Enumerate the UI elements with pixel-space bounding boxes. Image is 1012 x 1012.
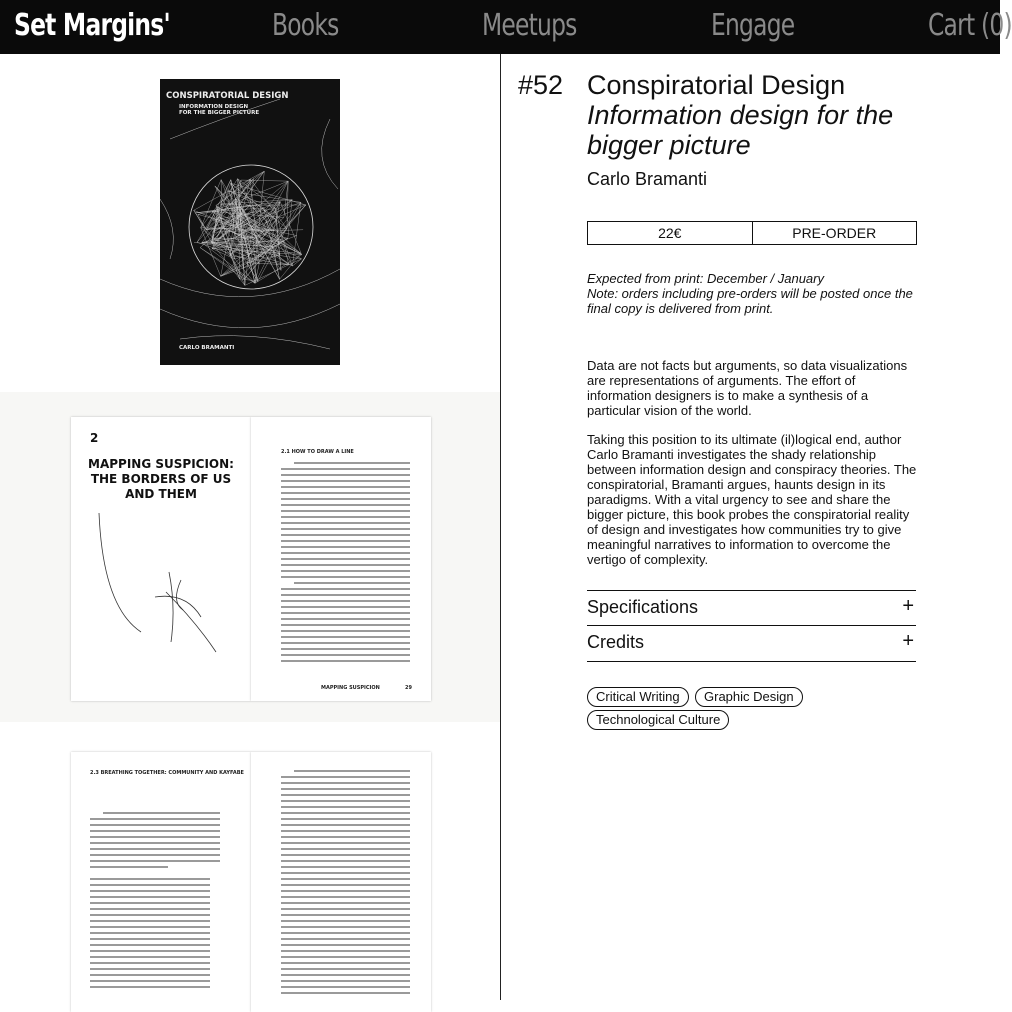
description-paragraph-1: Data are not facts but arguments, so data visualizations are representations of arguments. The effort of information designers is to make a synthesis of a particular vision of the world. [587, 358, 919, 418]
expected-print-date: Expected from print: December / January [587, 271, 917, 286]
nav-engage[interactable]: Engage [711, 8, 794, 43]
spread2-left-page [71, 752, 251, 1012]
section-heading: 2.1 HOW TO DRAW A LINE [281, 449, 354, 455]
nav-meetups[interactable]: Meetups [482, 8, 577, 43]
price-label: 22€ [588, 222, 753, 244]
nav-cart[interactable]: Cart (0) [928, 8, 1012, 43]
spread2-right-page [251, 752, 431, 1012]
plus-icon[interactable]: + [902, 595, 914, 618]
purchase-bar [587, 221, 917, 245]
quote-block [90, 878, 210, 992]
running-footer: MAPPING SUSPICION [321, 685, 380, 691]
site-logo[interactable]: Set Margins' [14, 8, 170, 43]
credits-label: Credits [587, 632, 644, 653]
line-diagram [71, 417, 251, 701]
tag-graphic-design[interactable]: Graphic Design [695, 687, 803, 707]
specifications-label: Specifications [587, 597, 698, 618]
description-paragraph-2: Taking this position to its ultimate (il)logical end, author Carlo Bramanti investigates the shady relationship between information design and conspiracy theories. The conspiratorial, Bramanti argues, haunts design in its paradigms. With a vital urgency to see and share the bigger picture, this book probes the conspiratorial reality of design and investigates how communities try to give meaningful narratives to information to overcome the vertigo of complexity. [587, 432, 919, 567]
book-cover-image [160, 79, 340, 365]
accordion-divider [587, 661, 916, 662]
specifications-accordion[interactable] [587, 590, 916, 626]
column-divider [500, 54, 501, 1000]
top-navigation-bar [0, 0, 1000, 54]
book-subtitle: Information design for the bigger picture [587, 100, 917, 160]
book-title: Conspiratorial Design [587, 70, 917, 100]
shipping-note [587, 271, 917, 316]
pre-order-button[interactable]: PRE-ORDER [753, 222, 917, 244]
network-globe-illustration [160, 79, 340, 365]
section-heading-2: 2.3 BREATHING TOGETHER: COMMUNITY AND KAYFABE [90, 770, 244, 776]
tag-technological-culture[interactable]: Technological Culture [587, 710, 729, 730]
cover-title: CONSPIRATORIAL DESIGN [166, 91, 288, 101]
nav-books[interactable]: Books [272, 8, 339, 43]
spread-right-page [251, 417, 431, 701]
book-number: #52 [518, 70, 563, 101]
spread-left-page [71, 417, 251, 701]
chapter-number: 2 [90, 431, 98, 446]
plus-icon[interactable]: + [902, 630, 914, 653]
credits-accordion[interactable] [587, 625, 916, 661]
cover-subtitle-line2: FOR THE BIGGER PICTURE [179, 110, 259, 116]
page-number: 29 [405, 685, 412, 691]
body-text-block [281, 462, 410, 666]
tag-critical-writing[interactable]: Critical Writing [587, 687, 689, 707]
book-author: Carlo Bramanti [587, 169, 707, 190]
chapter-title: MAPPING SUSPICION: THE BORDERS OF US AND THEM [85, 457, 237, 502]
body-text-block-2 [90, 812, 220, 872]
pre-order-note: Note: orders including pre-orders will be posted once the final copy is delivered from print. [587, 286, 917, 316]
cover-author: CARLO BRAMANTI [179, 345, 234, 351]
body-text-block-3 [281, 770, 410, 998]
cover-subtitle-line1: INFORMATION DESIGN [179, 104, 248, 110]
